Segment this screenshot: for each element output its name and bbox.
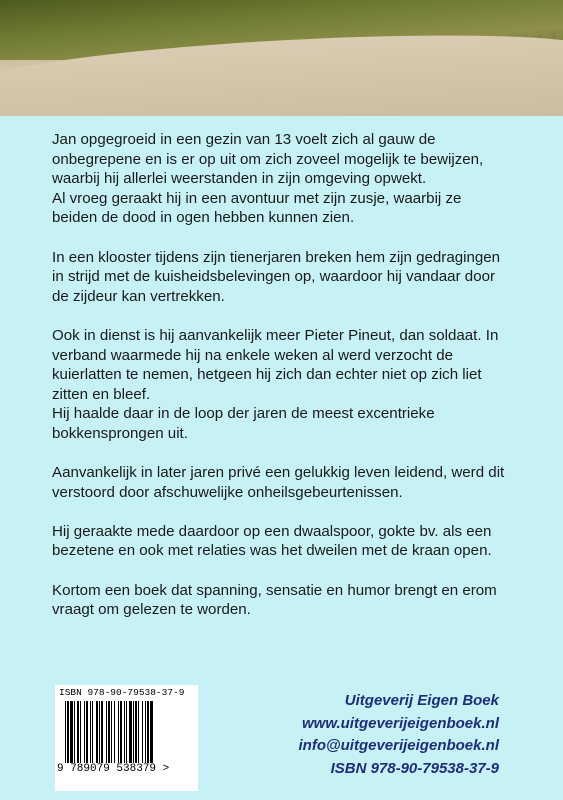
publisher-name: Uitgeverij Eigen Boek xyxy=(344,692,499,709)
barcode-bars xyxy=(65,701,191,763)
publisher-website[interactable]: www.uitgeverijeigenboek.nl xyxy=(302,714,499,732)
cover-photo xyxy=(0,0,563,116)
blurb-paragraph: In een klooster tijdens zijn tienerjaren breken hem zijn gedragingen in strijd met de kuisheidsbelevingen op, waardoor hij vandaar door de zijdeur kan vertrekken. xyxy=(52,248,501,305)
blurb-text xyxy=(52,130,506,620)
blurb-paragraph: Al vroeg geraakt hij in een avontuur met zijn zusje, waarbij ze beiden de dood in ogen hebben kunnen zien. xyxy=(52,189,462,227)
barcode-isbn-label: ISBN 978-90-79538-37-9 xyxy=(59,687,185,698)
publisher-email[interactable]: info@uitgeverijeigenboek.nl xyxy=(298,737,499,754)
blurb-paragraph: Kortom een boek dat spanning, sensatie en humor brengt en erom vraagt om gelezen te worden. xyxy=(52,581,497,619)
blurb-paragraph: Hij geraakte mede daardoor op een dwaalspoor, gokte bv. als een bezetene en ook met relaties was het dweilen met de kraan open. xyxy=(52,522,492,560)
blurb-paragraph: Jan opgegroeid in een gezin van 13 voelt zich al gauw de onbegrepene en is er op uit om zich zoveel mogelijk te bewijzen, waarbij hij allerlei weerstanden in zijn omgeving opwekt. xyxy=(52,131,484,188)
blurb-paragraph: Ook in dienst is hij aanvankelijk meer Pieter Pineut, dan soldaat. In verband waarmede hij na enkele weken al werd verzocht de kuierlatten te nemen, hetgeen hij zich dan echter niet op zich liet zitten en bleef. xyxy=(52,326,499,403)
blurb-paragraph: Hij haalde daar in de loop der jaren de meest excentrieke bokkensprongen uit. xyxy=(52,405,435,442)
publisher-isbn: ISBN 978-90-79538-37-9 xyxy=(330,759,499,777)
publisher-info xyxy=(299,690,500,780)
barcode-digits: 9 789079 538379 > xyxy=(57,763,170,775)
blurb-paragraph: Aanvankelijk in later jaren privé een gelukkig leven leidend, werd dit verstoord door afschuwelijke onheilsgebeurtenissen. xyxy=(52,464,505,501)
isbn-barcode xyxy=(55,685,198,791)
